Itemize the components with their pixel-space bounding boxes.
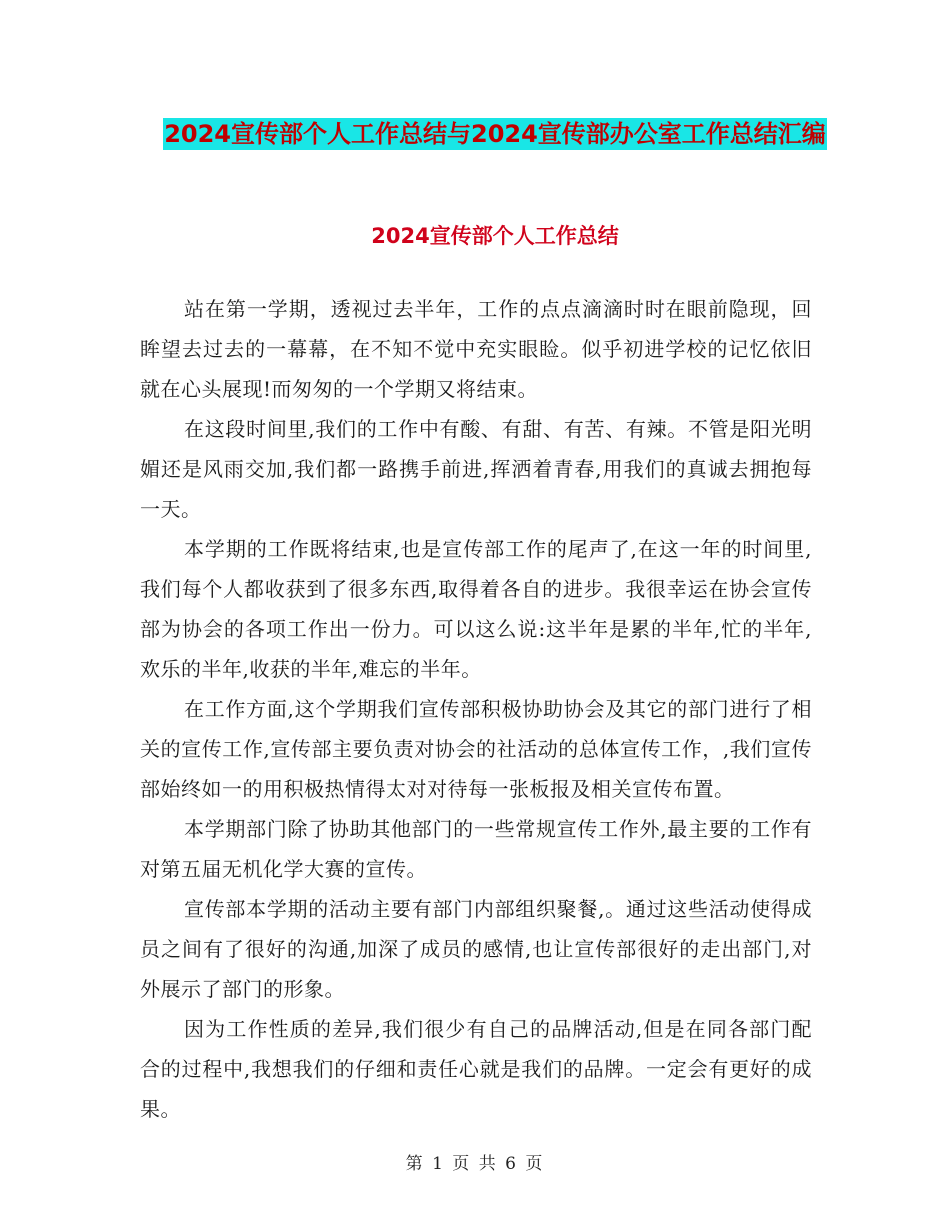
paragraph: 站在第一学期，透视过去半年，工作的点点滴滴时时在眼前隐现，回眸望去过去的一幕幕，在不知不觉中充实眼睑。似乎初进学校的记忆依旧就在心头展现!而匆匆的一个学期又将结束。 (140, 297, 812, 401)
section-title: 2024宣传部个人工作总结 (371, 224, 619, 248)
paragraph: 本学期的工作既将结束,也是宣传部工作的尾声了,在这一年的时间里,我们每个人都收获到了很多东西,取得着各自的进步。我很幸运在协会宣传部为协会的各项工作出一份力。可以这么说:这半年是累的半年,忙的半年,欢乐的半年,收获的半年,难忘的半年。 (140, 537, 812, 681)
paragraph: 在这段时间里,我们的工作中有酸、有甜、有苦、有辣。不管是阳光明媚还是风雨交加,我们都一路携手前进,挥洒着青春,用我们的真诚去拥抱每一天。 (140, 417, 812, 521)
document-body (140, 289, 812, 1129)
paragraph: 宣传部本学期的活动主要有部门内部组织聚餐,。通过这些活动使得成员之间有了很好的沟通,加深了成员的感情,也让宣传部很好的走出部门,对外展示了部门的形象。 (140, 897, 812, 1001)
page-number-footer: 第 1 页 共 6 页 (405, 1154, 545, 1174)
paragraph: 因为工作性质的差异,我们很少有自己的品牌活动,但是在同各部门配合的过程中,我想我们的仔细和责任心就是我们的品牌。一定会有更好的成果。 (140, 1017, 812, 1121)
document-title (140, 112, 850, 156)
document-title-highlight: 2024宣传部个人工作总结与2024宣传部办公室工作总结汇编 (164, 120, 826, 148)
paragraph: 本学期部门除了协助其他部门的一些常规宣传工作外,最主要的工作有对第五届无机化学大赛的宣传。 (140, 817, 812, 881)
paragraph: 在工作方面,这个学期我们宣传部积极协助协会及其它的部门进行了相关的宣传工作,宣传部主要负责对协会的社活动的总体宣传工作，,我们宣传部始终如一的用积极热情得太对对待每一张板报及相关宣传布置。 (140, 697, 812, 801)
